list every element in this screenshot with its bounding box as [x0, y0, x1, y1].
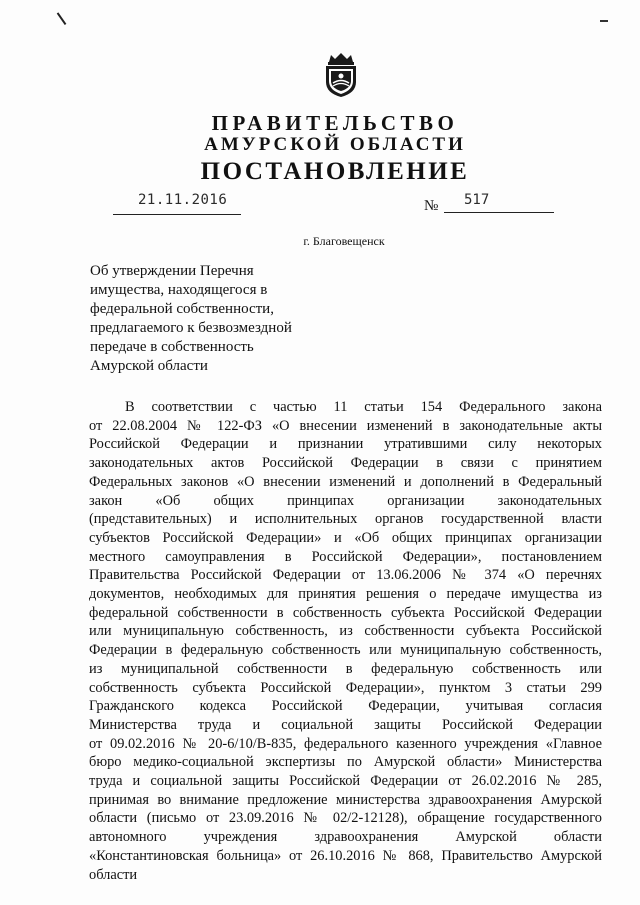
number-sign: №: [424, 198, 439, 214]
body-line: Федерации в федеральную собственность или муниципальную собственность,: [89, 642, 602, 659]
number-underline: [444, 212, 554, 213]
body-line: Гражданского кодекса Российской Федерации, учитывая согласия: [89, 698, 602, 715]
body-line: от 09.02.2016 № 20-6/10/В-835, федерального казенного учреждения «Главное: [89, 735, 602, 752]
body-line: федеральной собственности в собственность субъекта Российской Федерации: [89, 604, 602, 621]
city-name: г. Благовещенск: [303, 234, 385, 248]
body-line: труда и социальной защиты Российской Федерации от 26.02.2016 № 285,: [89, 773, 602, 790]
body-line: от 22.08.2004 № 122-ФЗ «О внесении изменений в законодательные акты: [89, 417, 602, 434]
subject-line: передаче в собственность: [90, 339, 254, 355]
subject-line: Об утверждении Перечня: [90, 263, 254, 279]
subject-line: Амурской области: [90, 358, 208, 374]
body-line: автономного учреждения здравоохранения Амурской области: [89, 829, 602, 846]
document-number: 517: [464, 192, 490, 208]
subject-line: предлагаемого к безвозмездной: [90, 320, 292, 336]
body-line: «Константиновская больница» от 26.10.2016 № 868, Правительство Амурской: [89, 847, 602, 864]
body-line: или муниципальную собственность, из собственности субъекта Российской: [89, 623, 602, 640]
government-region: АМУРСКОЙ ОБЛАСТИ: [204, 134, 466, 155]
body-line: документов, необходимых для принятия решения о передаче имущества из: [89, 586, 602, 603]
government-title: ПРАВИТЕЛЬСТВО: [211, 111, 459, 135]
body-line: области (письмо от 23.09.2016 № 02/2-12128), обращение государственного: [89, 810, 602, 827]
body-line: Федеральных законов «О внесении изменений и дополнений в Федеральный: [89, 473, 602, 490]
body-line: местного самоуправления в Российской Федерации», постановлением: [89, 548, 602, 565]
body-line: Министерства труда и социальной защиты Российской Федерации: [89, 716, 602, 733]
body-line: собственность субъекта Российской Федерации», пунктом 3 статьи 299: [89, 679, 602, 696]
coat-of-arms-icon: [321, 52, 361, 98]
body-line: принимая во внимание предложение министерства здравоохранения Амурской: [89, 791, 602, 808]
body-line: Российской Федерации и признании утратившими силу некоторых: [89, 436, 602, 453]
body-line: закон «Об общих принципах организации законодательных: [89, 492, 602, 509]
body-line: области: [89, 866, 138, 883]
body-line: бюро медико-социальной экспертизы по Амурской области» Министерства: [89, 754, 602, 771]
document-date: 21.11.2016: [138, 192, 228, 208]
document-body: [89, 398, 602, 884]
subject-line: федеральной собственности,: [90, 301, 274, 317]
body-line: законодательных актов Российской Федерации в связи с принятием: [89, 455, 602, 472]
body-line: из муниципальной собственности в федеральную собственность или: [89, 660, 602, 677]
subject-line: имущества, находящегося в: [90, 282, 268, 298]
date-underline: [113, 214, 241, 215]
body-line: субъектов Российской Федерации» и «Об общих принципах организации: [89, 529, 602, 546]
scan-mark: [57, 9, 72, 25]
body-line: (представительных) и исполнительных органов государственной власти: [89, 511, 602, 528]
scan-mark: [600, 20, 608, 22]
document-subject: [90, 262, 350, 376]
body-line: В соответствии с частью 11 статьи 154 Федерального закона: [125, 399, 602, 415]
document-type: ПОСТАНОВЛЕНИЕ: [200, 158, 470, 185]
body-line: Правительства Российской Федерации от 13.06.2006 № 374 «О перечнях: [89, 567, 602, 584]
